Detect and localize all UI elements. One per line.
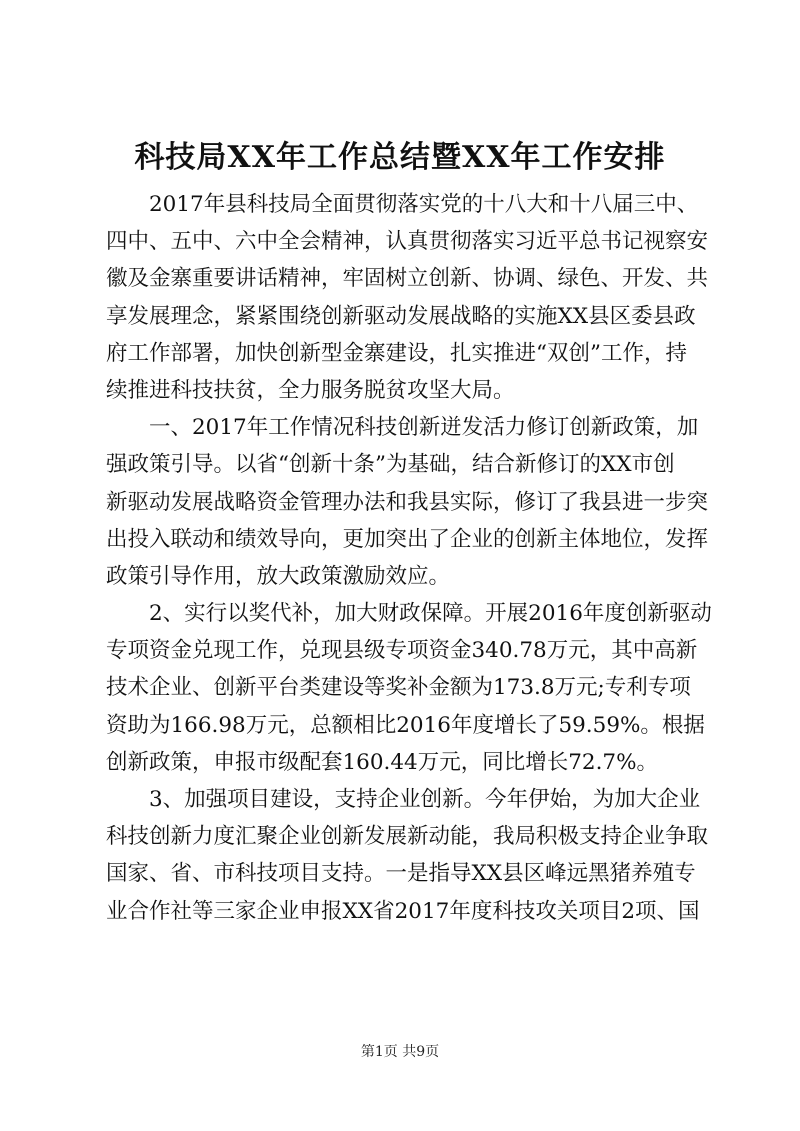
paragraph-3-line-3: 技术企业、创新平台类建设等奖补金额为173.8万元;专利专项 [106, 675, 691, 701]
paragraph-1-line-1: 2017年县科技局全面贯彻落实党的十八大和十八届三中、 [149, 192, 699, 217]
paragraph-3-line-1: 2、实行以奖代补，加大财政保障。开展2016年度创新驱动 [149, 601, 712, 627]
paragraph-4-line-4: 业合作社等三家企业申报XX省2017年度科技攻关项目2项、国 [106, 898, 700, 924]
paragraph-3-line-5: 创新政策，申报市级配套160.44万元，同比增长72.7%。 [106, 749, 659, 775]
document-body [106, 186, 712, 930]
paragraph-2-line-5: 政策引导作用，放大政策激励效应。 [106, 563, 451, 589]
paragraph-2-line-1: 一、2017年工作情况科技创新迸发活力修订创新政策，加 [149, 415, 699, 441]
paragraph-1-line-3: 徽及金寨重要讲话精神，牢固树立创新、协调、绿色、开发、共 [106, 266, 709, 292]
paragraph-4-line-3: 国家、省、市科技项目支持。一是指导XX县区峰远黑猪养殖专 [106, 861, 696, 887]
paragraph-1-line-4: 享发展理念，紧紧围绕创新驱动发展战略的实施XX县区委县政 [106, 303, 696, 329]
paragraph-2-line-3: 新驱动发展战略资金管理办法和我县实际，修订了我县进一步突 [106, 489, 709, 515]
paragraph-4-line-2: 科技创新力度汇聚企业创新发展新动能，我局积极支持企业争取 [106, 824, 709, 850]
paragraph-1-line-5: 府工作部署，加快创新型金寨建设，扎实推进“双创”工作，持 [106, 340, 687, 366]
page-number-footer: 第1页 共9页 [360, 1044, 440, 1060]
paragraph-1-line-6: 续推进科技扶贫，全力服务脱贫攻坚大局。 [106, 377, 515, 403]
paragraph-2-line-4: 出投入联动和绩效导向，更加突出了企业的创新主体地位，发挥 [106, 526, 709, 552]
document-title: 科技局XX年工作总结暨XX年工作安排 [134, 140, 666, 175]
paragraph-1-line-2: 四中、五中、六中全会精神，认真贯彻落实习近平总书记视察安 [106, 229, 709, 255]
paragraph-3-line-2: 专项资金兑现工作，兑现县级专项资金340.78万元，其中高新 [106, 638, 698, 664]
paragraph-3-line-4: 资助为166.98万元，总额相比2016年度增长了59.59%。根据 [106, 712, 705, 738]
paragraph-4-line-1: 3、加强项目建设，支持企业创新。今年伊始，为加大企业 [149, 787, 701, 812]
paragraph-2-line-2: 强政策引导。以省“创新十条”为基础，结合新修订的XX市创 [106, 452, 675, 478]
